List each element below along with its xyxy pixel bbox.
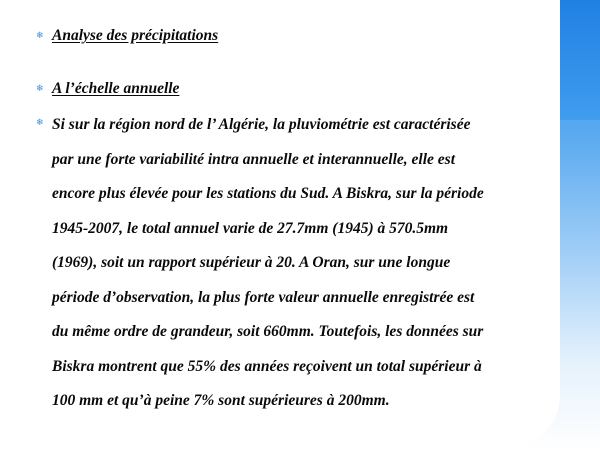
- paragraph-line: par une forte variabilité intra annuelle et interannuelle, elle est: [52, 150, 456, 168]
- paragraph-line: Biskra montrent que 55% des années reçoivent un total supérieur à: [52, 357, 482, 375]
- paragraph-line: encore plus élevée pour les stations du Sud. A Biskra, sur la période: [52, 185, 484, 202]
- snowflake-bullet-icon: ❄: [36, 31, 44, 41]
- paragraph: [52, 113, 572, 424]
- paragraph-line: du même ordre de grandeur, soit 660mm. Toutefois, les données sur: [52, 323, 484, 340]
- snowflake-bullet-icon: ❄: [36, 118, 44, 128]
- paragraph-line: période d’observation, la plus forte valeur annuelle enregistrée est: [52, 288, 475, 306]
- paragraph-line: 1945-2007, le total annuel varie de 27.7mm (1945) à 570.5mm: [52, 219, 449, 237]
- bullet-item-title: [36, 26, 218, 46]
- bullet-item-paragraph: [36, 113, 576, 424]
- paragraph-line: Si sur la région nord de l’ Algérie, la pluviométrie est caractérisée: [52, 116, 471, 133]
- paragraph-line: 100 mm et qu’à peine 7% sont supérieures à 200mm.: [52, 392, 390, 409]
- paragraph-line: (1969), soit un rapport supérieur à 20. A Oran, sur une longue: [52, 254, 451, 271]
- subsection-heading: A l’échelle annuelle: [52, 80, 180, 97]
- snowflake-bullet-icon: ❄: [36, 84, 44, 94]
- bullet-item-subtitle: [36, 79, 179, 99]
- section-heading: Analyse des précipitations: [52, 27, 219, 44]
